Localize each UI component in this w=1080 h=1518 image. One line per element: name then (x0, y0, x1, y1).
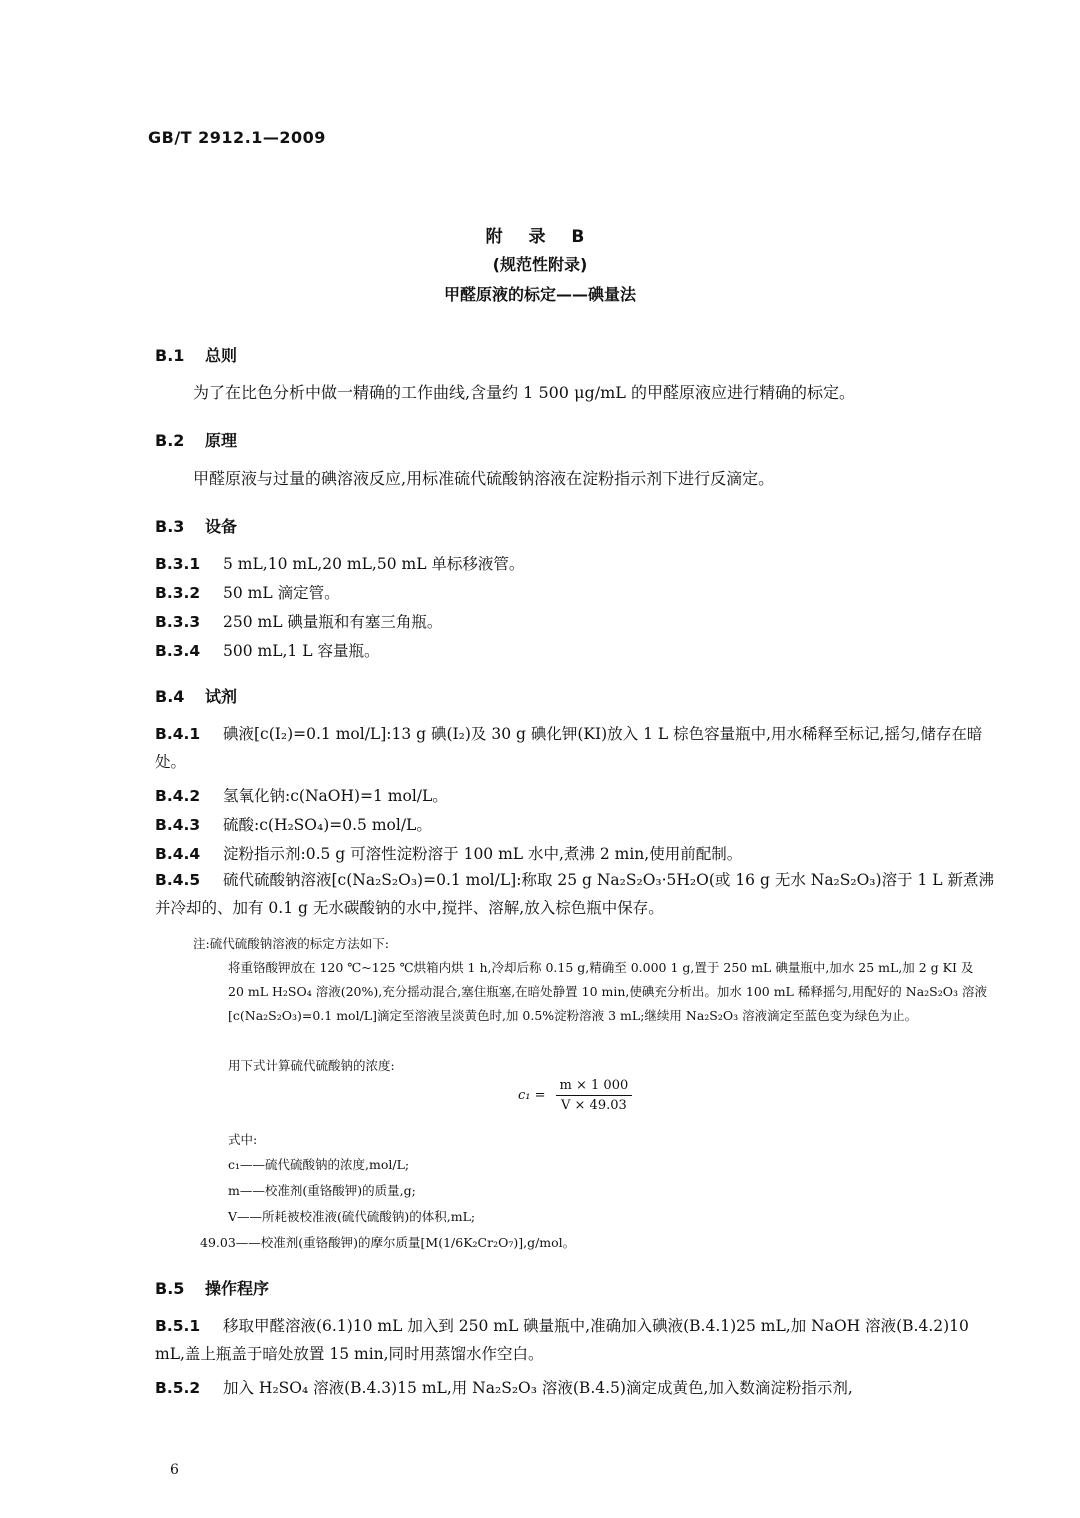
item-b5-1: B.5.1 移取甲醛溶液(6.1)10 mL 加入到 250 mL 碘量瓶中,准确加入碘液(B.4.1)25 mL,加 NaOH 溶液(B.4.2)10 mL,盖上瓶盖于暗处放置 15 min,同时用蒸馏水作空白。 (155, 1317, 969, 1363)
section-b5-heading (155, 1276, 269, 1299)
section-b1-text: 为了在比色分析中做一精确的工作曲线,含量约 1 500 μg/mL 的甲醛原液应进行精确的标定。 (193, 383, 855, 402)
note-calc: 用下式计算硫代硫酸钠的浓度: (228, 1058, 395, 1073)
item-b3-1: B.3.1 5 mL,10 mL,20 mL,50 mL 单标移液管。 (155, 555, 525, 573)
formula-fraction (556, 1078, 633, 1113)
note-where: 式中: (228, 1132, 258, 1147)
appendix-type: (规范性附录) (492, 255, 588, 274)
section-b2-text: 甲醛原液与过量的碘溶液反应,用标准硫代硫酸钠溶液在淀粉指示剂下进行反滴定。 (193, 469, 775, 488)
formula-denominator: V × 49.03 (561, 1098, 627, 1113)
section-label: 操作程序 (205, 1279, 270, 1298)
section-number: B.2 (155, 431, 185, 450)
section-number: B.4 (155, 687, 185, 706)
item-b4-5: B.4.5 硫代硫酸钠溶液[c(Na₂S₂O₃)=0.1 mol/L]:称取 25 g Na₂S₂O₃·5H₂O(或 16 g 无水 Na₂S₂O₃)溶于 1 L 新煮沸并冷却的、加有 0.1 g 无水碳酸钠的水中,搅拌、溶解,放入棕色瓶中保存。 (155, 871, 995, 917)
note-body: 将重铬酸钾放在 120 ℃~125 ℃烘箱内烘 1 h,冷却后称 0.15 g,精确至 0.000 1 g,置于 250 mL 碘量瓶中,加水 25 mL,加 2 g KI 及 20 mL H₂SO₄ 溶液(20%),充分摇动混合,塞住瓶塞,在暗处静置 10 min,使碘充分析出。加水 100 mL 稀释摇匀,用配好的 Na₂S₂O₃ 溶液[c(Na₂S₂O₃)=0.1 mol/L]滴定至溶液呈淡黄色时,加 0.5%淀粉溶液 3 mL;继续用 Na₂S₂O₃ 溶液滴定至蓝色变为绿色为止。 (228, 960, 987, 1023)
item-b4-2: B.4.2 氢氧化钠:c(NaOH)=1 mol/L。 (155, 787, 448, 805)
section-number: B.5 (155, 1279, 185, 1298)
item-b4-1: B.4.1 碘液[c(I₂)=0.1 mol/L]:13 g 碘(I₂)及 30 g 碘化钾(KI)放入 1 L 棕色容量瓶中,用水稀释至标记,摇匀,储存在暗处。 (155, 725, 983, 771)
section-label: 试剂 (205, 687, 238, 706)
document-header: GB/T 2912.1—2009 (148, 128, 326, 147)
var-v: V——所耗被校准液(硫代硫酸钠)的体积,mL; (228, 1209, 476, 1224)
note-head: 注:硫代硫酸钠溶液的标定方法如下: (193, 936, 389, 951)
item-b3-3: B.3.3 250 mL 碘量瓶和有塞三角瓶。 (155, 613, 443, 631)
var-c1: c₁——硫代硫酸钠的浓度,mol/L; (228, 1157, 410, 1172)
section-b2-heading (155, 428, 237, 451)
var-m: m——校准剂(重铬酸钾)的质量,g; (228, 1183, 416, 1198)
section-label: 原理 (205, 431, 238, 450)
section-b1-heading (155, 343, 237, 366)
appendix-name: 甲醛原液的标定——碘量法 (443, 285, 636, 304)
section-label: 总则 (205, 346, 238, 365)
section-number: B.1 (155, 346, 185, 365)
page-number: 6 (170, 1462, 179, 1478)
item-b4-4: B.4.4 淀粉指示剂:0.5 g 可溶性淀粉溶于 100 mL 水中,煮沸 2 min,使用前配制。 (155, 845, 743, 863)
item-b3-2: B.3.2 50 mL 滴定管。 (155, 584, 340, 602)
section-number: B.3 (155, 517, 185, 536)
item-b3-4: B.3.4 500 mL,1 L 容量瓶。 (155, 642, 380, 660)
section-label: 设备 (205, 517, 238, 536)
formula-numerator: m × 1 000 (556, 1078, 633, 1096)
formula (518, 1078, 632, 1113)
var-molar-mass: 49.03——校准剂(重铬酸钾)的摩尔质量[M(1/6K₂Cr₂O₇)],g/mol。 (200, 1235, 576, 1250)
formula-lhs: c₁ = (518, 1088, 546, 1103)
item-b4-3: B.4.3 硫酸:c(H₂SO₄)=0.5 mol/L。 (155, 816, 432, 834)
section-b4-heading (155, 684, 237, 707)
item-b5-2: B.5.2 加入 H₂SO₄ 溶液(B.4.3)15 mL,用 Na₂S₂O₃ 溶液(B.4.5)滴定成黄色,加入数滴淀粉指示剂, (155, 1379, 853, 1397)
appendix-title: 附 录 B (485, 227, 595, 247)
section-b3-heading (155, 514, 237, 537)
